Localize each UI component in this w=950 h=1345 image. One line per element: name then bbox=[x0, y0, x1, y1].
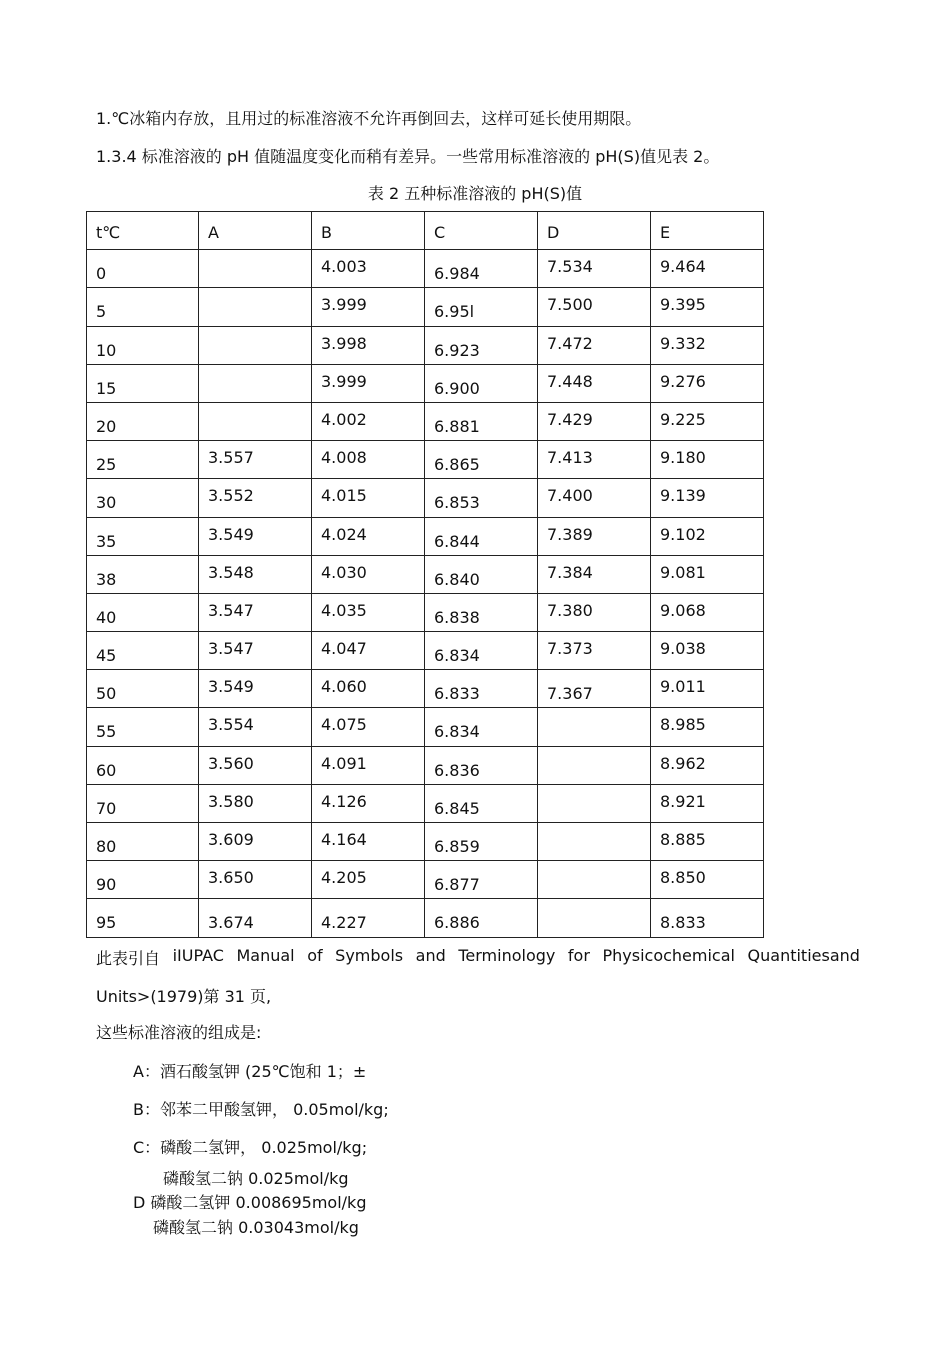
table-row bbox=[87, 555, 764, 593]
table-row bbox=[87, 402, 764, 440]
table-cell bbox=[538, 823, 651, 861]
table-cell bbox=[199, 593, 312, 631]
table-cell-text: 9.332 bbox=[660, 333, 706, 353]
source-word: for bbox=[567, 946, 590, 965]
table-cell-text: 9.068 bbox=[660, 600, 706, 620]
table-cell-text: 6.95l bbox=[434, 302, 475, 322]
table-cell-text: 8.885 bbox=[660, 830, 706, 849]
table-cell bbox=[538, 784, 651, 822]
ph-table bbox=[86, 211, 764, 938]
table-cell-text: 4.002 bbox=[321, 409, 367, 429]
table-cell bbox=[651, 326, 764, 364]
table-cell-text: 6.845 bbox=[434, 798, 480, 818]
table-cell-text: 15 bbox=[96, 378, 117, 398]
table-cell bbox=[199, 479, 312, 517]
table-cell bbox=[87, 899, 199, 937]
table-cell bbox=[199, 402, 312, 440]
table-cell-text: 7.500 bbox=[547, 295, 593, 315]
table-cell bbox=[312, 517, 425, 555]
table-row bbox=[87, 288, 764, 326]
table-cell bbox=[425, 441, 538, 479]
table-header-cell bbox=[199, 212, 312, 250]
table-row bbox=[87, 899, 764, 937]
table-cell-text: 38 bbox=[96, 569, 117, 589]
table-row bbox=[87, 746, 764, 784]
composition-d-line-1: D 磷酸二氢钾 0.008695mol/kg bbox=[133, 1193, 367, 1212]
table-cell-text: 3.580 bbox=[208, 791, 254, 811]
table-cell-text: 4.047 bbox=[321, 639, 367, 659]
table-cell-text: 4.060 bbox=[321, 677, 367, 697]
table-cell bbox=[312, 288, 425, 326]
table-cell bbox=[425, 326, 538, 364]
table-cell bbox=[312, 441, 425, 479]
table-cell bbox=[538, 555, 651, 593]
table-cell-text: 3.998 bbox=[321, 333, 367, 353]
table-cell bbox=[538, 364, 651, 402]
table-cell bbox=[87, 746, 199, 784]
table-cell-text: 6.853 bbox=[434, 493, 480, 513]
table-cell bbox=[199, 899, 312, 937]
table-cell-text: 7.373 bbox=[547, 639, 593, 659]
table-cell bbox=[199, 250, 312, 288]
table-header-cell bbox=[651, 212, 764, 250]
table-cell bbox=[425, 555, 538, 593]
table-cell-text: 6.886 bbox=[434, 913, 480, 933]
table-cell bbox=[651, 708, 764, 746]
table-cell-text: 7.367 bbox=[547, 684, 593, 704]
table-cell bbox=[651, 632, 764, 670]
table-cell bbox=[87, 250, 199, 288]
table-cell-text: 9.102 bbox=[660, 524, 706, 544]
table-cell bbox=[199, 441, 312, 479]
table-cell bbox=[199, 326, 312, 364]
table-cell bbox=[87, 708, 199, 746]
table-cell-text: 9.225 bbox=[660, 409, 706, 429]
table-cell-text: 3.554 bbox=[208, 715, 254, 735]
table-cell bbox=[651, 364, 764, 402]
table-cell-text: 4.075 bbox=[321, 715, 367, 735]
table-cell-text: 8.921 bbox=[660, 791, 706, 811]
table-cell bbox=[425, 670, 538, 708]
table-cell-text: 70 bbox=[96, 798, 117, 818]
table-cell-text: 4.091 bbox=[321, 753, 367, 773]
table-cell bbox=[651, 670, 764, 708]
table-cell bbox=[651, 288, 764, 326]
table-cell-text: 4.030 bbox=[321, 562, 367, 582]
table-row bbox=[87, 784, 764, 822]
source-word: iIUPAC bbox=[172, 946, 224, 965]
table-cell-text: 25 bbox=[96, 455, 117, 475]
composition-a: A：酒石酸氢钾 (25℃饱和 1；± bbox=[133, 1062, 367, 1081]
table-row bbox=[87, 861, 764, 899]
table-cell bbox=[538, 593, 651, 631]
table-cell bbox=[651, 899, 764, 937]
table-cell-text: 4.205 bbox=[321, 868, 367, 888]
table-cell bbox=[651, 823, 764, 861]
table-cell-text: 8.962 bbox=[660, 753, 706, 773]
table-cell-text: B bbox=[321, 223, 332, 242]
table-cell bbox=[312, 326, 425, 364]
table-cell bbox=[199, 708, 312, 746]
table-cell-text: 55 bbox=[96, 722, 117, 742]
table-cell bbox=[538, 288, 651, 326]
table-cell bbox=[538, 899, 651, 937]
table-cell bbox=[651, 555, 764, 593]
source-word: of bbox=[307, 946, 323, 965]
table-cell-text: 6.836 bbox=[434, 760, 480, 780]
table-cell bbox=[87, 823, 199, 861]
table-cell-text: 7.413 bbox=[547, 448, 593, 468]
table-cell-text: 9.011 bbox=[660, 677, 706, 697]
table-cell bbox=[538, 517, 651, 555]
table-cell bbox=[651, 517, 764, 555]
source-word: Symbols bbox=[335, 946, 404, 965]
table-cell bbox=[312, 632, 425, 670]
table-row bbox=[87, 517, 764, 555]
table-cell bbox=[312, 708, 425, 746]
source-word: Terminology bbox=[458, 946, 556, 965]
table-cell bbox=[199, 555, 312, 593]
table-cell bbox=[425, 288, 538, 326]
table-cell-text: 7.389 bbox=[547, 524, 593, 544]
table-cell-text: 3.547 bbox=[208, 600, 254, 620]
table-cell-text: 20 bbox=[96, 416, 117, 436]
table-header-cell bbox=[87, 212, 199, 250]
composition-title: 这些标准溶液的组成是: bbox=[96, 1023, 262, 1042]
table-cell bbox=[538, 670, 651, 708]
table-cell-text: 95 bbox=[96, 913, 117, 933]
table-cell bbox=[87, 861, 199, 899]
table-cell bbox=[312, 670, 425, 708]
table-cell bbox=[87, 364, 199, 402]
table-cell bbox=[425, 517, 538, 555]
table-cell bbox=[651, 861, 764, 899]
composition-b: B：邻苯二甲酸氢钾， 0.05mol/kg; bbox=[133, 1100, 389, 1119]
table-cell-text: 6.834 bbox=[434, 646, 480, 666]
table-cell-text: 9.395 bbox=[660, 295, 706, 315]
table-cell-text: 35 bbox=[96, 531, 117, 551]
table-cell-text: 7.384 bbox=[547, 562, 593, 582]
table-cell-text: 8.833 bbox=[660, 913, 706, 933]
table-header-cell bbox=[538, 212, 651, 250]
table-cell bbox=[425, 364, 538, 402]
table-cell-text: 10 bbox=[96, 340, 117, 360]
table-cell bbox=[425, 899, 538, 937]
table-cell bbox=[425, 746, 538, 784]
table-cell bbox=[87, 555, 199, 593]
table-cell bbox=[651, 402, 764, 440]
table-cell-text: 6.900 bbox=[434, 378, 480, 398]
table-cell-text: 4.008 bbox=[321, 448, 367, 468]
table-cell bbox=[87, 402, 199, 440]
table-cell-text: A bbox=[208, 223, 219, 242]
table-cell-text: 40 bbox=[96, 607, 117, 627]
table-cell bbox=[425, 402, 538, 440]
table-cell-text: 3.560 bbox=[208, 753, 254, 773]
table-cell bbox=[425, 784, 538, 822]
table-cell bbox=[425, 708, 538, 746]
table-cell bbox=[538, 250, 651, 288]
table-cell bbox=[312, 861, 425, 899]
intro-line-1: 1.℃冰箱内存放，且用过的标准溶液不允许再倒回去，这样可延长使用期限。 bbox=[96, 109, 642, 128]
table-cell-text: 3.999 bbox=[321, 371, 367, 391]
table-cell bbox=[538, 746, 651, 784]
table-cell bbox=[425, 593, 538, 631]
table-cell bbox=[538, 326, 651, 364]
table-cell-text: 5 bbox=[96, 302, 107, 322]
table-cell-text: C bbox=[434, 223, 446, 242]
table-cell-text: 9.139 bbox=[660, 486, 706, 506]
table-cell bbox=[87, 784, 199, 822]
table-cell-text: 6.865 bbox=[434, 455, 480, 475]
table-row bbox=[87, 593, 764, 631]
table-cell bbox=[199, 861, 312, 899]
table-cell-text: 3.999 bbox=[321, 295, 367, 315]
table-cell bbox=[87, 326, 199, 364]
composition-d-line-2: 磷酸氢二钠 0.03043mol/kg bbox=[153, 1218, 359, 1237]
source-word: Manual bbox=[236, 946, 295, 965]
table-cell-text: 60 bbox=[96, 760, 117, 780]
table-cell-text: 6.844 bbox=[434, 531, 480, 551]
table-cell bbox=[538, 861, 651, 899]
table-cell bbox=[199, 517, 312, 555]
table-cell bbox=[312, 784, 425, 822]
source-line-1 bbox=[96, 946, 860, 969]
table-cell bbox=[312, 250, 425, 288]
source-word: Quantitiesand bbox=[747, 946, 860, 965]
table-cell-text: 80 bbox=[96, 837, 117, 856]
table-cell-text: 4.227 bbox=[321, 913, 367, 933]
table-cell-text: 4.003 bbox=[321, 257, 367, 277]
table-row bbox=[87, 364, 764, 402]
table-cell-text: 3.549 bbox=[208, 677, 254, 697]
table-cell bbox=[538, 632, 651, 670]
table-cell bbox=[312, 823, 425, 861]
table-cell bbox=[425, 479, 538, 517]
table-cell bbox=[312, 593, 425, 631]
table-cell bbox=[651, 593, 764, 631]
table-header-row bbox=[87, 212, 764, 250]
table-cell bbox=[425, 250, 538, 288]
table-row bbox=[87, 632, 764, 670]
table-cell bbox=[651, 250, 764, 288]
table-row bbox=[87, 441, 764, 479]
table-cell-text: 7.472 bbox=[547, 333, 593, 353]
table-cell bbox=[87, 441, 199, 479]
intro-line-2: 1.3.4 标准溶液的 pH 值随温度变化而稍有差异。一些常用标准溶液的 pH(S)值见表 2。 bbox=[96, 147, 720, 166]
table-row bbox=[87, 823, 764, 861]
table-cell-text: 9.464 bbox=[660, 257, 706, 277]
table-cell bbox=[651, 479, 764, 517]
table-cell-text: 0 bbox=[96, 264, 107, 284]
table-cell bbox=[538, 708, 651, 746]
table-cell-text: 9.081 bbox=[660, 562, 706, 582]
table-cell bbox=[312, 402, 425, 440]
table-cell bbox=[312, 364, 425, 402]
source-word: and bbox=[415, 946, 446, 965]
table-cell-text: 4.035 bbox=[321, 600, 367, 620]
table-row bbox=[87, 479, 764, 517]
table-cell-text: 7.429 bbox=[547, 409, 593, 429]
table-cell-text: 6.838 bbox=[434, 607, 480, 627]
table-cell-text: 8.985 bbox=[660, 715, 706, 735]
table-cell-text: 4.126 bbox=[321, 791, 367, 811]
table-cell-text: 6.840 bbox=[434, 569, 480, 589]
table-cell-text: 3.674 bbox=[208, 913, 254, 933]
table-cell-text: 6.881 bbox=[434, 416, 480, 436]
table-cell-text: 9.038 bbox=[660, 639, 706, 659]
table-cell-text: 3.547 bbox=[208, 639, 254, 659]
table-cell-text: 3.549 bbox=[208, 524, 254, 544]
table-cell-text: 3.650 bbox=[208, 868, 254, 888]
table-cell bbox=[425, 632, 538, 670]
table-cell-text: 8.850 bbox=[660, 868, 706, 888]
table-row bbox=[87, 326, 764, 364]
table-cell-text: 6.877 bbox=[434, 875, 480, 895]
table-cell bbox=[425, 861, 538, 899]
table-cell bbox=[425, 823, 538, 861]
table-cell bbox=[538, 441, 651, 479]
table-cell-text: 7.534 bbox=[547, 257, 593, 277]
table-cell bbox=[87, 479, 199, 517]
table-cell bbox=[87, 517, 199, 555]
table-cell-text: 7.448 bbox=[547, 371, 593, 391]
table-cell-text: 45 bbox=[96, 646, 117, 666]
table-cell-text: 3.548 bbox=[208, 562, 254, 582]
table-cell bbox=[87, 593, 199, 631]
table-cell-text: t℃ bbox=[96, 223, 121, 242]
table-cell bbox=[199, 784, 312, 822]
table-cell-text: 50 bbox=[96, 684, 117, 704]
table-cell-text: 4.024 bbox=[321, 524, 367, 544]
table-cell-text: 4.015 bbox=[321, 486, 367, 506]
table-cell-text: 7.380 bbox=[547, 600, 593, 620]
table-cell-text: 3.609 bbox=[208, 830, 254, 849]
table-cell-text: D bbox=[547, 223, 560, 242]
source-line-2: Units>(1979)第 31 页, bbox=[96, 987, 272, 1006]
table-caption: 表 2 五种标准溶液的 pH(S)值 bbox=[367, 184, 583, 203]
table-cell bbox=[312, 746, 425, 784]
table-cell-text: 7.400 bbox=[547, 486, 593, 506]
table-cell bbox=[538, 402, 651, 440]
table-row bbox=[87, 670, 764, 708]
table-cell bbox=[199, 364, 312, 402]
table-cell-text: E bbox=[660, 223, 671, 242]
table-cell bbox=[651, 784, 764, 822]
table-cell bbox=[312, 899, 425, 937]
table-header-cell bbox=[312, 212, 425, 250]
table-cell bbox=[199, 670, 312, 708]
composition-c-line-1: C：磷酸二氢钾， 0.025mol/kg; bbox=[133, 1138, 368, 1157]
table-cell-text: 9.180 bbox=[660, 448, 706, 468]
table-cell-text: 6.834 bbox=[434, 722, 480, 742]
table-cell bbox=[199, 632, 312, 670]
table-cell bbox=[199, 288, 312, 326]
table-cell-text: 6.984 bbox=[434, 264, 480, 284]
source-word: 此表引自 bbox=[96, 949, 161, 968]
table-cell bbox=[199, 746, 312, 784]
table-cell bbox=[87, 632, 199, 670]
table-header-cell bbox=[425, 212, 538, 250]
table-row bbox=[87, 250, 764, 288]
table-cell-text: 3.552 bbox=[208, 486, 254, 506]
table-cell bbox=[87, 670, 199, 708]
table-cell bbox=[199, 823, 312, 861]
composition-c-line-2: 磷酸氢二钠 0.025mol/kg bbox=[163, 1169, 349, 1188]
table-cell-text: 6.859 bbox=[434, 837, 480, 856]
table-cell-text: 90 bbox=[96, 875, 117, 895]
table-cell-text: 4.164 bbox=[321, 830, 367, 849]
table-cell bbox=[538, 479, 651, 517]
table-cell bbox=[651, 746, 764, 784]
table-cell bbox=[87, 288, 199, 326]
table-cell-text: 30 bbox=[96, 493, 117, 513]
table-cell-text: 6.833 bbox=[434, 684, 480, 704]
table-cell-text: 3.557 bbox=[208, 448, 254, 468]
table-cell-text: 9.276 bbox=[660, 371, 706, 391]
source-word: Physicochemical bbox=[602, 946, 735, 965]
table-row bbox=[87, 708, 764, 746]
table-cell bbox=[312, 555, 425, 593]
table-cell-text: 6.923 bbox=[434, 340, 480, 360]
table-cell bbox=[312, 479, 425, 517]
table-cell bbox=[651, 441, 764, 479]
